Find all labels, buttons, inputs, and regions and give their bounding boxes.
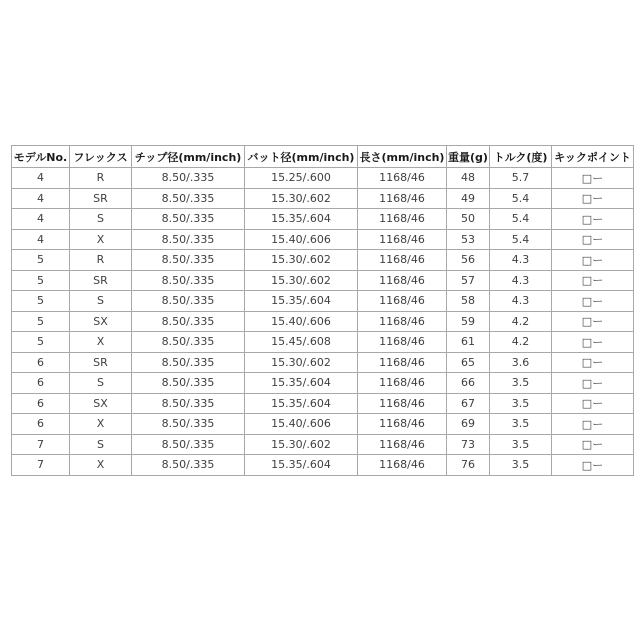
cell-torque: 3.5 xyxy=(490,434,552,455)
header-butt-diameter: バット径(mm/inch) xyxy=(245,146,358,168)
cell-flex: SX xyxy=(70,393,132,414)
cell-kick-point: □ー xyxy=(552,291,634,312)
cell-weight: 66 xyxy=(447,373,490,394)
table-row xyxy=(12,168,634,189)
cell-length: 1168/46 xyxy=(358,373,447,394)
cell-butt-diameter: 15.30/.602 xyxy=(245,270,358,291)
cell-kick-point: □ー xyxy=(552,188,634,209)
cell-butt-diameter: 15.40/.606 xyxy=(245,311,358,332)
header-torque: トルク(度) xyxy=(490,146,552,168)
cell-flex: S xyxy=(70,209,132,230)
cell-model-no: 5 xyxy=(12,332,70,353)
cell-weight: 50 xyxy=(447,209,490,230)
cell-tip-diameter: 8.50/.335 xyxy=(132,311,245,332)
table-row xyxy=(12,311,634,332)
cell-kick-point: □ー xyxy=(552,373,634,394)
cell-torque: 5.4 xyxy=(490,229,552,250)
cell-torque: 3.6 xyxy=(490,352,552,373)
cell-flex: S xyxy=(70,373,132,394)
table-row xyxy=(12,352,634,373)
cell-tip-diameter: 8.50/.335 xyxy=(132,270,245,291)
table-row xyxy=(12,373,634,394)
cell-flex: X xyxy=(70,455,132,476)
cell-butt-diameter: 15.35/.604 xyxy=(245,209,358,230)
cell-tip-diameter: 8.50/.335 xyxy=(132,414,245,435)
header-kick-point: キックポイント xyxy=(552,146,634,168)
cell-weight: 65 xyxy=(447,352,490,373)
cell-length: 1168/46 xyxy=(358,188,447,209)
cell-torque: 3.5 xyxy=(490,393,552,414)
cell-weight: 56 xyxy=(447,250,490,271)
header-tip-diameter: チップ径(mm/inch) xyxy=(132,146,245,168)
cell-tip-diameter: 8.50/.335 xyxy=(132,373,245,394)
cell-weight: 69 xyxy=(447,414,490,435)
cell-butt-diameter: 15.30/.602 xyxy=(245,434,358,455)
spec-table xyxy=(11,145,634,476)
cell-flex: SR xyxy=(70,352,132,373)
cell-torque: 5.4 xyxy=(490,209,552,230)
cell-kick-point: □ー xyxy=(552,434,634,455)
cell-torque: 4.2 xyxy=(490,332,552,353)
table-row xyxy=(12,250,634,271)
header-weight: 重量(g) xyxy=(447,146,490,168)
cell-butt-diameter: 15.30/.602 xyxy=(245,188,358,209)
cell-weight: 61 xyxy=(447,332,490,353)
cell-kick-point: □ー xyxy=(552,229,634,250)
cell-weight: 57 xyxy=(447,270,490,291)
cell-model-no: 6 xyxy=(12,414,70,435)
cell-weight: 59 xyxy=(447,311,490,332)
cell-length: 1168/46 xyxy=(358,311,447,332)
cell-tip-diameter: 8.50/.335 xyxy=(132,229,245,250)
cell-length: 1168/46 xyxy=(358,332,447,353)
cell-model-no: 5 xyxy=(12,311,70,332)
cell-tip-diameter: 8.50/.335 xyxy=(132,332,245,353)
cell-length: 1168/46 xyxy=(358,270,447,291)
cell-weight: 58 xyxy=(447,291,490,312)
cell-length: 1168/46 xyxy=(358,393,447,414)
header-row xyxy=(12,146,634,168)
cell-butt-diameter: 15.25/.600 xyxy=(245,168,358,189)
cell-butt-diameter: 15.35/.604 xyxy=(245,373,358,394)
cell-flex: X xyxy=(70,332,132,353)
table-row xyxy=(12,229,634,250)
cell-flex: X xyxy=(70,229,132,250)
cell-torque: 4.3 xyxy=(490,270,552,291)
cell-tip-diameter: 8.50/.335 xyxy=(132,393,245,414)
header-model-no: モデルNo. xyxy=(12,146,70,168)
header-length: 長さ(mm/inch) xyxy=(358,146,447,168)
cell-kick-point: □ー xyxy=(552,352,634,373)
cell-tip-diameter: 8.50/.335 xyxy=(132,352,245,373)
cell-kick-point: □ー xyxy=(552,455,634,476)
cell-butt-diameter: 15.35/.604 xyxy=(245,291,358,312)
cell-torque: 3.5 xyxy=(490,414,552,435)
cell-model-no: 5 xyxy=(12,270,70,291)
cell-weight: 76 xyxy=(447,455,490,476)
cell-length: 1168/46 xyxy=(358,229,447,250)
cell-flex: S xyxy=(70,434,132,455)
cell-model-no: 6 xyxy=(12,393,70,414)
cell-flex: SR xyxy=(70,270,132,291)
cell-torque: 3.5 xyxy=(490,373,552,394)
cell-torque: 3.5 xyxy=(490,455,552,476)
cell-butt-diameter: 15.40/.606 xyxy=(245,229,358,250)
cell-kick-point: □ー xyxy=(552,414,634,435)
cell-butt-diameter: 15.35/.604 xyxy=(245,455,358,476)
cell-model-no: 4 xyxy=(12,188,70,209)
cell-kick-point: □ー xyxy=(552,168,634,189)
cell-kick-point: □ー xyxy=(552,209,634,230)
cell-torque: 4.3 xyxy=(490,291,552,312)
cell-tip-diameter: 8.50/.335 xyxy=(132,209,245,230)
cell-length: 1168/46 xyxy=(358,434,447,455)
cell-butt-diameter: 15.30/.602 xyxy=(245,352,358,373)
cell-weight: 53 xyxy=(447,229,490,250)
cell-torque: 4.2 xyxy=(490,311,552,332)
cell-model-no: 5 xyxy=(12,291,70,312)
cell-tip-diameter: 8.50/.335 xyxy=(132,188,245,209)
cell-butt-diameter: 15.40/.606 xyxy=(245,414,358,435)
cell-flex: SX xyxy=(70,311,132,332)
cell-kick-point: □ー xyxy=(552,332,634,353)
cell-model-no: 4 xyxy=(12,168,70,189)
cell-model-no: 4 xyxy=(12,229,70,250)
cell-length: 1168/46 xyxy=(358,168,447,189)
table-row xyxy=(12,393,634,414)
cell-model-no: 7 xyxy=(12,455,70,476)
cell-length: 1168/46 xyxy=(358,455,447,476)
cell-tip-diameter: 8.50/.335 xyxy=(132,434,245,455)
cell-kick-point: □ー xyxy=(552,250,634,271)
cell-kick-point: □ー xyxy=(552,393,634,414)
cell-length: 1168/46 xyxy=(358,250,447,271)
cell-tip-diameter: 8.50/.335 xyxy=(132,455,245,476)
table-row xyxy=(12,434,634,455)
table-row xyxy=(12,455,634,476)
cell-butt-diameter: 15.30/.602 xyxy=(245,250,358,271)
cell-kick-point: □ー xyxy=(552,270,634,291)
cell-butt-diameter: 15.35/.604 xyxy=(245,393,358,414)
cell-flex: SR xyxy=(70,188,132,209)
cell-torque: 5.4 xyxy=(490,188,552,209)
table-row xyxy=(12,291,634,312)
cell-model-no: 5 xyxy=(12,250,70,271)
header-flex: フレックス xyxy=(70,146,132,168)
table-body xyxy=(12,168,634,476)
cell-tip-diameter: 8.50/.335 xyxy=(132,250,245,271)
cell-model-no: 6 xyxy=(12,352,70,373)
cell-tip-diameter: 8.50/.335 xyxy=(132,291,245,312)
cell-weight: 48 xyxy=(447,168,490,189)
cell-tip-diameter: 8.50/.335 xyxy=(132,168,245,189)
cell-kick-point: □ー xyxy=(552,311,634,332)
cell-weight: 67 xyxy=(447,393,490,414)
cell-torque: 5.7 xyxy=(490,168,552,189)
cell-flex: R xyxy=(70,168,132,189)
table-row xyxy=(12,270,634,291)
cell-model-no: 6 xyxy=(12,373,70,394)
cell-butt-diameter: 15.45/.608 xyxy=(245,332,358,353)
cell-flex: R xyxy=(70,250,132,271)
table-row xyxy=(12,188,634,209)
table-row xyxy=(12,332,634,353)
table-row xyxy=(12,209,634,230)
cell-length: 1168/46 xyxy=(358,414,447,435)
cell-length: 1168/46 xyxy=(358,209,447,230)
cell-flex: X xyxy=(70,414,132,435)
cell-flex: S xyxy=(70,291,132,312)
cell-weight: 49 xyxy=(447,188,490,209)
cell-model-no: 7 xyxy=(12,434,70,455)
cell-length: 1168/46 xyxy=(358,291,447,312)
cell-length: 1168/46 xyxy=(358,352,447,373)
cell-weight: 73 xyxy=(447,434,490,455)
table-row xyxy=(12,414,634,435)
cell-model-no: 4 xyxy=(12,209,70,230)
cell-torque: 4.3 xyxy=(490,250,552,271)
